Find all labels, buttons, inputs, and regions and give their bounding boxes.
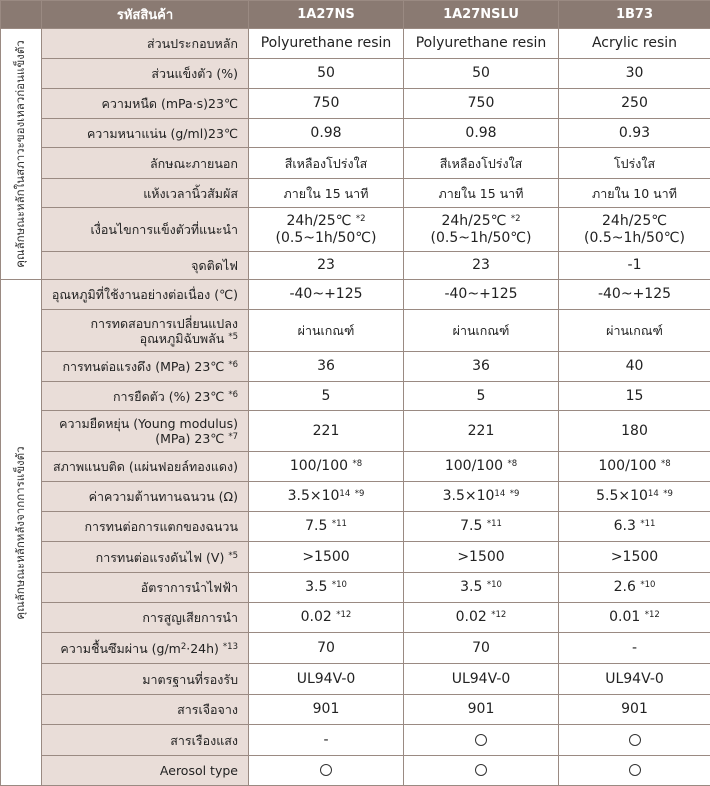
value-text: 2.6 — [614, 579, 636, 595]
circle-icon — [475, 764, 487, 776]
value-text: >1500 — [457, 549, 504, 565]
row-label-text: การทนต่อการแตกของฉนวน — [84, 519, 238, 534]
row-label-text: การยืดตัว (%) 23℃ — [113, 389, 224, 404]
value-text: 180 — [621, 423, 648, 439]
value-footnote: *11 — [487, 519, 502, 529]
group-label-1 — [1, 29, 42, 280]
value-cell — [559, 512, 710, 542]
value-cell — [404, 664, 559, 695]
value-cell — [559, 452, 710, 482]
header-row — [1, 1, 710, 29]
row-label-text: เงื่อนไขการแข็งตัวที่แนะนำ — [90, 222, 238, 237]
value-cell — [249, 352, 404, 382]
value-cell — [249, 411, 404, 452]
value-text: 15 — [626, 388, 644, 404]
value-footnote: *9 — [510, 489, 520, 499]
row-label-text: การทนต่อแรงดันไฟ (V) — [96, 550, 225, 565]
row-label-text: ส่วนประกอบหลัก — [147, 36, 238, 51]
value-footnote: *12 — [645, 610, 660, 620]
value-footnote: *8 — [352, 459, 362, 469]
row-label-text: การทดสอบการเปลี่ยนแปลง — [90, 316, 238, 331]
value-text: 70 — [317, 640, 335, 656]
row-label-text: อุณหภูมิที่ใช้งานอย่างต่อเนื่อง (℃) — [52, 287, 238, 302]
table-row — [1, 756, 710, 786]
table-row — [1, 119, 710, 148]
value-cell — [559, 352, 710, 382]
value-cell — [404, 482, 559, 512]
row-label-text: Aerosol type — [160, 763, 238, 778]
value-cell — [249, 695, 404, 725]
value-text: ผ่านเกณฑ์ — [606, 323, 663, 338]
value-cell — [559, 411, 710, 452]
value-cell — [559, 59, 710, 89]
value-text: -40~+125 — [289, 286, 362, 302]
value-text-line2: (0.5~1h/50℃) — [431, 230, 532, 246]
value-text: Polyurethane resin — [416, 35, 547, 51]
value-cell — [404, 573, 559, 603]
value-exponent: 14 — [339, 489, 350, 499]
row-label-text: การทนต่อแรงดึง (MPa) 23℃ — [62, 359, 224, 374]
value-text: 70 — [472, 640, 490, 656]
row-label — [42, 148, 249, 179]
value-cell — [249, 310, 404, 352]
row-label-footnote: *5 — [228, 332, 238, 342]
table-row — [1, 382, 710, 411]
row-label-text: ส่วนแข็งตัว (%) — [151, 66, 238, 81]
value-text: ผ่านเกณฑ์ — [453, 323, 510, 338]
row-label — [42, 695, 249, 725]
table-row — [1, 89, 710, 119]
value-text: ภายใน 15 นาที — [284, 186, 369, 201]
value-cell — [404, 725, 559, 756]
row-label-text: ความชื้นซึมผ่าน (g/m — [60, 641, 180, 656]
row-label-line2: (MPa) 23℃ — [155, 431, 224, 446]
value-text-line2: (0.5~1h/50℃) — [276, 230, 377, 246]
value-text: 24h/25℃ — [441, 213, 506, 229]
row-label — [42, 756, 249, 786]
table-row — [1, 59, 710, 89]
value-cell — [404, 89, 559, 119]
table-row — [1, 252, 710, 280]
table-row — [1, 633, 710, 664]
row-label — [42, 280, 249, 310]
value-text: 5 — [322, 388, 331, 404]
row-label — [42, 252, 249, 280]
row-label — [42, 179, 249, 208]
table-row — [1, 148, 710, 179]
table-row — [1, 482, 710, 512]
row-label — [42, 452, 249, 482]
value-cell — [404, 29, 559, 59]
value-text: -1 — [628, 257, 642, 273]
value-cell — [249, 542, 404, 573]
product-code-1: 1A27NS — [249, 1, 404, 29]
value-text: 221 — [313, 423, 340, 439]
value-cell — [404, 603, 559, 633]
value-text: 0.98 — [465, 125, 496, 141]
row-label — [42, 119, 249, 148]
row-label-footnote: *5 — [228, 551, 238, 561]
row-label — [42, 89, 249, 119]
value-text: สีเหลืองโปร่งใส — [440, 156, 523, 171]
header-label: รหัสสินค้า — [42, 1, 249, 29]
circle-icon — [629, 764, 641, 776]
row-label-text: สภาพแนบติด (แผ่นฟอยล์ทองแดง) — [53, 459, 238, 474]
group-label-text: คุณลักษณะหลักหลังจากการแข็งตัว — [12, 446, 30, 619]
value-text: Polyurethane resin — [261, 35, 392, 51]
value-text: 901 — [621, 701, 648, 717]
value-cell — [249, 756, 404, 786]
value-text: 30 — [626, 65, 644, 81]
circle-icon — [629, 734, 641, 746]
value-text: - — [632, 640, 637, 656]
value-text: 221 — [468, 423, 495, 439]
value-cell — [559, 664, 710, 695]
value-cell — [559, 633, 710, 664]
row-label-footnote: *6 — [228, 360, 238, 370]
row-label-text: ความยืดหยุ่น (Young modulus) — [59, 416, 238, 431]
header-corner — [1, 1, 42, 29]
value-cell — [404, 512, 559, 542]
value-text: 50 — [317, 65, 335, 81]
table-row — [1, 695, 710, 725]
row-label-text: สารเรืองแสง — [170, 733, 238, 748]
value-text: 0.01 — [609, 609, 640, 625]
value-cell — [249, 664, 404, 695]
value-cell — [404, 252, 559, 280]
value-text: 901 — [313, 701, 340, 717]
table-row — [1, 512, 710, 542]
row-label — [42, 352, 249, 382]
value-footnote: *8 — [507, 459, 517, 469]
value-text: >1500 — [302, 549, 349, 565]
row-label — [42, 29, 249, 59]
value-text: 100/100 — [445, 458, 503, 474]
table-row — [1, 725, 710, 756]
value-text: 36 — [472, 358, 490, 374]
value-text: สีเหลืองโปร่งใส — [285, 156, 368, 171]
value-footnote: *10 — [640, 580, 655, 590]
row-label-text: ความหนืด (mPa·s)23℃ — [101, 96, 238, 111]
row-label-tail: ·24h) — [186, 641, 219, 656]
circle-icon — [475, 734, 487, 746]
value-text: ภายใน 10 นาที — [592, 186, 677, 201]
value-text: UL94V-0 — [452, 671, 511, 687]
value-cell — [249, 59, 404, 89]
value-cell — [404, 452, 559, 482]
value-text: 100/100 — [290, 458, 348, 474]
table-row — [1, 411, 710, 452]
value-footnote: *12 — [491, 610, 506, 620]
row-label — [42, 664, 249, 695]
row-label-footnote: *7 — [228, 432, 238, 442]
value-cell — [559, 89, 710, 119]
value-cell — [249, 603, 404, 633]
value-cell — [249, 148, 404, 179]
row-label — [42, 310, 249, 352]
table-row — [1, 542, 710, 573]
value-text: 3.5×10 — [288, 488, 340, 504]
value-cell — [559, 695, 710, 725]
value-cell — [404, 179, 559, 208]
value-text: 5 — [477, 388, 486, 404]
value-cell — [249, 89, 404, 119]
row-label — [42, 208, 249, 252]
value-cell — [404, 59, 559, 89]
value-cell — [559, 310, 710, 352]
value-text: 3.5 — [460, 579, 482, 595]
value-text: 901 — [468, 701, 495, 717]
value-text: 750 — [313, 95, 340, 111]
value-cell — [404, 280, 559, 310]
value-cell — [559, 756, 710, 786]
row-label — [42, 573, 249, 603]
value-cell — [249, 179, 404, 208]
value-cell — [249, 482, 404, 512]
value-text: 40 — [626, 358, 644, 374]
value-cell — [249, 280, 404, 310]
value-text: 0.98 — [310, 125, 341, 141]
value-text-line2: (0.5~1h/50℃) — [584, 230, 685, 246]
value-cell — [404, 542, 559, 573]
value-exponent: 14 — [494, 489, 505, 499]
value-text: ภายใน 15 นาที — [439, 186, 524, 201]
value-text: 36 — [317, 358, 335, 374]
value-footnote: *9 — [355, 489, 365, 499]
value-cell — [404, 756, 559, 786]
row-label-superscript: 2 — [181, 642, 186, 652]
circle-icon — [320, 764, 332, 776]
value-footnote: *11 — [332, 519, 347, 529]
row-label — [42, 633, 249, 664]
value-text: Acrylic resin — [592, 35, 677, 51]
value-text: 5.5×10 — [596, 488, 648, 504]
value-footnote: *8 — [661, 459, 671, 469]
row-label-text: อัตราการนำไฟฟ้า — [141, 580, 238, 595]
table-row — [1, 573, 710, 603]
value-text: 6.3 — [614, 518, 636, 534]
table-row — [1, 29, 710, 59]
row-label-text: ค่าความต้านทานฉนวน (Ω) — [89, 489, 238, 504]
value-cell — [404, 148, 559, 179]
value-text: -40~+125 — [444, 286, 517, 302]
value-footnote: *2 — [356, 214, 366, 224]
value-cell — [404, 208, 559, 252]
value-cell — [249, 512, 404, 542]
value-cell — [559, 252, 710, 280]
product-code-3: 1B73 — [559, 1, 710, 29]
value-text: -40~+125 — [598, 286, 671, 302]
row-label-text: มาตรฐานที่รองรับ — [142, 672, 238, 687]
value-footnote: *11 — [640, 519, 655, 529]
value-cell — [559, 119, 710, 148]
value-footnote: *9 — [663, 489, 673, 499]
value-text: 23 — [317, 257, 335, 273]
value-cell — [404, 310, 559, 352]
table-row — [1, 352, 710, 382]
value-cell — [249, 252, 404, 280]
value-cell — [404, 352, 559, 382]
value-cell — [559, 725, 710, 756]
row-label — [42, 542, 249, 573]
value-cell — [404, 411, 559, 452]
group-label-2 — [1, 280, 42, 786]
row-label-line2: อุณหภูมิฉับพลัน — [140, 331, 225, 346]
value-footnote: *2 — [511, 214, 521, 224]
value-exponent: 14 — [648, 489, 659, 499]
value-cell — [559, 179, 710, 208]
row-label-footnote: *6 — [228, 390, 238, 400]
value-cell — [559, 29, 710, 59]
table-row — [1, 452, 710, 482]
value-text: UL94V-0 — [297, 671, 356, 687]
value-cell — [559, 603, 710, 633]
row-label-text: แห้งเวลานิ้วสัมผัส — [143, 186, 238, 201]
value-text: 50 — [472, 65, 490, 81]
value-text: 0.93 — [619, 125, 650, 141]
row-label — [42, 603, 249, 633]
value-cell — [249, 382, 404, 411]
value-cell — [249, 725, 404, 756]
value-footnote: *10 — [332, 580, 347, 590]
table-row — [1, 664, 710, 695]
row-label-text: สารเจือจาง — [177, 702, 238, 717]
value-cell — [559, 542, 710, 573]
value-cell — [404, 633, 559, 664]
table-row — [1, 280, 710, 310]
value-text: 250 — [621, 95, 648, 111]
value-cell — [249, 208, 404, 252]
value-text: 100/100 — [598, 458, 656, 474]
value-text: UL94V-0 — [605, 671, 664, 687]
value-cell — [404, 119, 559, 148]
row-label-footnote: *13 — [223, 642, 238, 652]
value-cell — [559, 208, 710, 252]
value-cell — [559, 148, 710, 179]
value-footnote: *12 — [336, 610, 351, 620]
row-label-text: การสูญเสียการนำ — [142, 610, 238, 625]
value-text: - — [323, 732, 328, 748]
value-text: 24h/25℃ — [286, 213, 351, 229]
value-cell — [249, 573, 404, 603]
value-cell — [249, 29, 404, 59]
group-label-text: คุณลักษณะหลักในสภาวะของเหลวก่อนแข็งตัว — [12, 40, 30, 268]
value-text: 0.02 — [301, 609, 332, 625]
row-label — [42, 512, 249, 542]
table-row — [1, 179, 710, 208]
row-label — [42, 725, 249, 756]
value-text: ผ่านเกณฑ์ — [298, 323, 355, 338]
value-text: โปร่งใส — [614, 156, 655, 171]
table-row — [1, 603, 710, 633]
value-text: 23 — [472, 257, 490, 273]
row-label — [42, 411, 249, 452]
row-label-text: ลักษณะภายนอก — [150, 156, 238, 171]
value-cell — [559, 280, 710, 310]
value-text: 0.02 — [456, 609, 487, 625]
value-cell — [559, 482, 710, 512]
value-text: 750 — [468, 95, 495, 111]
value-footnote: *10 — [487, 580, 502, 590]
value-text: 3.5×10 — [443, 488, 495, 504]
row-label-text: ความหนาแน่น (g/ml)23℃ — [87, 126, 238, 141]
value-cell — [559, 382, 710, 411]
value-cell — [249, 633, 404, 664]
value-text: 7.5 — [460, 518, 482, 534]
table-row — [1, 310, 710, 352]
row-label — [42, 482, 249, 512]
value-text: >1500 — [611, 549, 658, 565]
value-cell — [249, 119, 404, 148]
value-cell — [404, 382, 559, 411]
value-text: 24h/25℃ — [602, 213, 667, 229]
product-code-2: 1A27NSLU — [404, 1, 559, 29]
value-text: 7.5 — [305, 518, 327, 534]
value-text: 3.5 — [305, 579, 327, 595]
table-row — [1, 208, 710, 252]
row-label-text: จุดติดไฟ — [191, 258, 238, 273]
value-cell — [559, 573, 710, 603]
row-label — [42, 59, 249, 89]
value-cell — [404, 695, 559, 725]
row-label — [42, 382, 249, 411]
value-cell — [249, 452, 404, 482]
